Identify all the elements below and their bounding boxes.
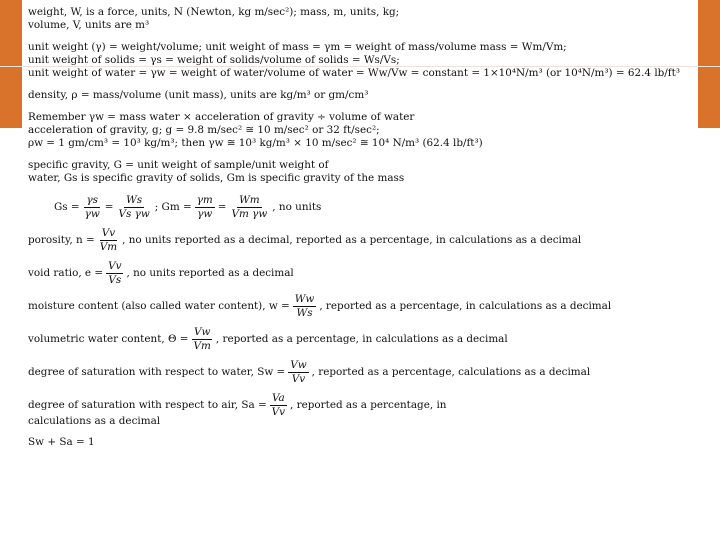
left-accent-bar [0, 0, 22, 128]
remember-block [28, 111, 696, 150]
weight-block [28, 6, 696, 32]
moisture-content-formula [28, 293, 696, 320]
moisture-content-label: moisture content (also called water content), w = [28, 300, 290, 312]
volumetric-water-note: , reported as a percentage, in calculations as a decimal [215, 333, 508, 345]
specific-gravity-line: specific gravity, G = unit weight of sample/unit weight of [28, 159, 329, 171]
unit-weight-block [28, 41, 696, 80]
saturation-air-note-2: calculations as a decimal [28, 415, 161, 427]
gs-lhs: Gs = [54, 201, 80, 213]
gs-tail: , no units [272, 201, 322, 213]
specific-gravity-block [28, 159, 696, 185]
water-density-line: ρw = 1 gm/cm³ = 10³ kg/m³; then γw ≅ 10³ kg/m³ × 10 m/sec² ≅ 10⁴ N/m³ (62.4 lb/ft³) [28, 137, 483, 149]
volume-line: volume, V, units are m³ [28, 19, 150, 31]
saturation-air-label: degree of saturation with respect to air, Sa = [28, 399, 267, 411]
saturation-sum: Sw + Sa = 1 [28, 436, 95, 448]
moisture-content-fraction: $\frac{Ww}{Ws}$ [294, 293, 315, 319]
specific-gravity-formula [54, 194, 696, 221]
gm-fraction-1: $\frac{\gamma m}{\gamma w}$ [196, 194, 213, 220]
volumetric-water-label: volumetric water content, Θ = [28, 333, 189, 345]
remember-line: Remember γw = mass water × acceleration of gravity ÷ volume of water [28, 111, 415, 123]
weight-line: weight, W, is a force, units, N (Newton, kg m/sec²); mass, m, units, kg; [28, 6, 400, 18]
unit-weight-line: unit weight (γ) = weight/volume; unit weight of mass = γm = weight of mass/volume mass = Wm/Vm; [28, 41, 567, 53]
volumetric-water-formula [28, 326, 696, 353]
saturation-water-formula [28, 359, 696, 386]
gs-equals: = [104, 201, 114, 213]
gm-lhs: ; Gm = [154, 201, 192, 213]
porosity-fraction: $\frac{Vv}{Vm}$ [99, 227, 118, 253]
saturation-air-note: , reported as a percentage, in [290, 399, 447, 411]
porosity-formula [28, 227, 696, 254]
moisture-content-note: , reported as a percentage, in calculations as a decimal [319, 300, 612, 312]
saturation-water-note: , reported as a percentage, calculations as a decimal [311, 366, 591, 378]
gs-fraction-2: $\frac{Ws}{\text{Vs γw}}$ [118, 194, 150, 220]
void-ratio-label: void ratio, e = [28, 267, 104, 279]
density-line: density, ρ = mass/volume (unit mass), units are kg/m³ or gm/cm³ [28, 89, 369, 101]
specific-gravity-solids-line: water, Gs is specific gravity of solids, Gm is specific gravity of the mass [28, 172, 405, 184]
gm-fraction-2: $\frac{Wm}{\text{Vm γw}}$ [231, 194, 268, 220]
porosity-note: , no units reported as a decimal, reported as a percentage, in calculations as a decimal [122, 234, 582, 246]
gs-fraction-1: $\frac{\gamma s}{\gamma w}$ [84, 194, 100, 220]
unit-weight-solids-line: unit weight of solids = γs = weight of solids/volume of solids = Ws/Vs; [28, 54, 400, 66]
void-ratio-formula [28, 260, 696, 287]
gm-equals: = [217, 201, 227, 213]
porosity-label: porosity, n = [28, 234, 95, 246]
void-ratio-note: , no units reported as a decimal [126, 267, 294, 279]
saturation-water-label: degree of saturation with respect to water, Sw = [28, 366, 286, 378]
gravity-line: acceleration of gravity, g; g = 9.8 m/sec² ≅ 10 m/sec² or 32 ft/sec²; [28, 124, 380, 136]
slide-content [28, 6, 696, 449]
saturation-water-fraction: $\frac{Vw}{Vv}$ [290, 359, 307, 385]
right-accent-bar [698, 0, 720, 128]
saturation-air-block [28, 392, 696, 428]
unit-weight-water-line: unit weight of water = γw = weight of water/volume of water = Ww/Vw = constant = 1×10⁴N/m³ (or 10⁴N/m³) = 62.4 lb/ft³ [28, 67, 680, 79]
void-ratio-fraction: $\frac{Vv}{Vs}$ [108, 260, 122, 286]
saturation-air-fraction: $\frac{Va}{Vv}$ [271, 392, 286, 418]
volumetric-water-fraction: $\frac{Vw}{Vm}$ [193, 326, 211, 352]
